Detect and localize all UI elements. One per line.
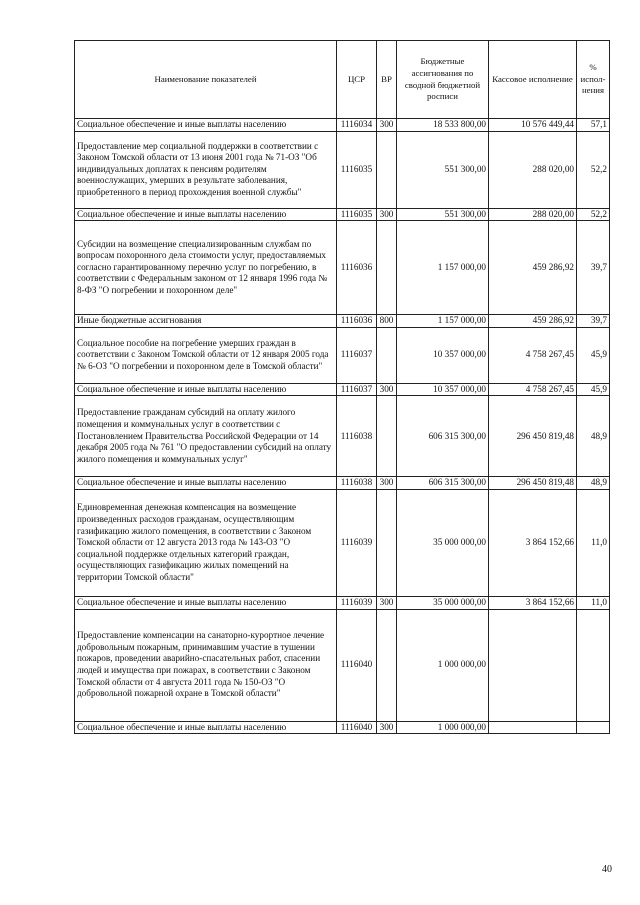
- row-pct: 45,9: [577, 327, 610, 383]
- table-row: [75, 489, 610, 596]
- row-pct: 11,0: [577, 489, 610, 596]
- table-row: [75, 315, 610, 328]
- row-vr: [377, 131, 397, 208]
- header-pct: % испол-нения: [577, 41, 610, 119]
- table-row: [75, 383, 610, 396]
- row-name: Социальное обеспечение и иные выплаты населению: [75, 477, 337, 490]
- row-exec: [489, 609, 577, 721]
- row-pct: 57,1: [577, 119, 610, 132]
- table-row: [75, 477, 610, 490]
- row-csr: 1116035: [337, 131, 377, 208]
- header-plan: Бюджетные ассигнования по сводной бюджетной росписи: [397, 41, 489, 119]
- header-csr: ЦСР: [337, 41, 377, 119]
- row-exec: 296 450 819,48: [489, 477, 577, 490]
- row-name: Социальное обеспечение и иные выплаты населению: [75, 383, 337, 396]
- header-vr: ВР: [377, 41, 397, 119]
- row-vr: 300: [377, 596, 397, 609]
- table-row: [75, 609, 610, 721]
- table-row: [75, 221, 610, 315]
- row-pct: 39,7: [577, 315, 610, 328]
- table-row: [75, 131, 610, 208]
- budget-table: [74, 40, 610, 734]
- row-exec: 288 020,00: [489, 208, 577, 221]
- row-vr: 300: [377, 383, 397, 396]
- row-exec: 4 758 267,45: [489, 383, 577, 396]
- row-name: Иные бюджетные ассигнования: [75, 315, 337, 328]
- row-plan: 1 157 000,00: [397, 315, 489, 328]
- row-name: Предоставление гражданам субсидий на оплату жилого помещения и коммунальных услуг в соответствии с Постановлением Правительства Российской Федерации от 14 декабря 2005 года № 761 "О предоставлении субсидий на оплату жилого помещения и коммунальных услуг": [75, 396, 337, 477]
- row-plan: 10 357 000,00: [397, 383, 489, 396]
- table-row: [75, 721, 610, 734]
- row-name: Предоставление мер социальной поддержки в соответствии с Законом Томской области от 13 июня 2001 года № 71-ОЗ "Об индивидуальных доплатах к пенсиям родителям военнослужащих, умерших в результате заболевания, приобретенного в период прохождения военной службы": [75, 131, 337, 208]
- row-exec: 459 286,92: [489, 315, 577, 328]
- row-csr: 1116036: [337, 221, 377, 315]
- row-exec: 296 450 819,48: [489, 396, 577, 477]
- row-exec: 4 758 267,45: [489, 327, 577, 383]
- row-pct: 11,0: [577, 596, 610, 609]
- row-exec: 459 286,92: [489, 221, 577, 315]
- header-exec: Кассовое исполнение: [489, 41, 577, 119]
- row-vr: [377, 327, 397, 383]
- row-vr: [377, 396, 397, 477]
- row-exec: 10 576 449,44: [489, 119, 577, 132]
- row-plan: 10 357 000,00: [397, 327, 489, 383]
- row-csr: 1116039: [337, 489, 377, 596]
- row-vr: [377, 609, 397, 721]
- row-plan: 18 533 800,00: [397, 119, 489, 132]
- row-csr: 1116039: [337, 596, 377, 609]
- row-vr: [377, 221, 397, 315]
- row-csr: 1116035: [337, 208, 377, 221]
- row-name: Социальное обеспечение и иные выплаты населению: [75, 208, 337, 221]
- row-pct: 52,2: [577, 131, 610, 208]
- header-name: Наименование показателей: [75, 41, 337, 119]
- row-vr: 300: [377, 208, 397, 221]
- row-pct: 48,9: [577, 396, 610, 477]
- row-csr: 1116040: [337, 721, 377, 734]
- row-pct: 45,9: [577, 383, 610, 396]
- table-row: [75, 396, 610, 477]
- row-exec: 3 864 152,66: [489, 596, 577, 609]
- row-name: Социальное обеспечение и иные выплаты населению: [75, 119, 337, 132]
- row-exec: 288 020,00: [489, 131, 577, 208]
- row-name: Субсидии на возмещение специализированным службам по вопросам похоронного дела стоимости услуг, предоставляемых согласно гарантированному перечню услуг по погребению, в соответствии с Федеральным законом от 12 января 1996 года № 8-ФЗ "О погребении и похоронном деле": [75, 221, 337, 315]
- row-exec: [489, 721, 577, 734]
- row-name: Единовременная денежная компенсация на возмещение произведенных расходов гражданам, осуществляющим газификацию жилого помещения, в соответствии с Законом Томской области от 12 августа 2013 года № 143-ОЗ "О социальной поддержке отдельных категорий граждан, осуществляющих газификацию жилых помещений на территории Томской области": [75, 489, 337, 596]
- row-vr: 300: [377, 477, 397, 490]
- row-plan: 1 157 000,00: [397, 221, 489, 315]
- table-row: [75, 208, 610, 221]
- table-header-row: [75, 41, 610, 119]
- row-plan: 551 300,00: [397, 208, 489, 221]
- row-name: Социальное обеспечение и иные выплаты населению: [75, 721, 337, 734]
- row-csr: 1116038: [337, 396, 377, 477]
- table-row: [75, 119, 610, 132]
- row-vr: 300: [377, 119, 397, 132]
- row-csr: 1116037: [337, 327, 377, 383]
- row-vr: 300: [377, 721, 397, 734]
- row-csr: 1116038: [337, 477, 377, 490]
- row-pct: [577, 609, 610, 721]
- row-pct: 48,9: [577, 477, 610, 490]
- row-csr: 1116040: [337, 609, 377, 721]
- row-plan: 606 315 300,00: [397, 396, 489, 477]
- row-name: Социальное пособие на погребение умерших граждан в соответствии с Законом Томской области от 12 января 2005 года № 6-ОЗ "О погребении и похоронном деле в Томской области": [75, 327, 337, 383]
- row-csr: 1116036: [337, 315, 377, 328]
- row-plan: 35 000 000,00: [397, 596, 489, 609]
- table-row: [75, 596, 610, 609]
- table-row: [75, 327, 610, 383]
- row-plan: 551 300,00: [397, 131, 489, 208]
- row-vr: [377, 489, 397, 596]
- row-pct: 39,7: [577, 221, 610, 315]
- row-vr: 800: [377, 315, 397, 328]
- row-name: Предоставление компенсации на санаторно-курортное лечение добровольным пожарным, принимавшим участие в тушении пожаров, проведении аварийно-спасательных работ, спасении людей и имущества при пожарах, в соответствии с Законом Томской области от 4 августа 2011 года № 150-ОЗ "О добровольной пожарной охране в Томской области": [75, 609, 337, 721]
- row-plan: 35 000 000,00: [397, 489, 489, 596]
- page-number: 40: [602, 864, 612, 875]
- row-pct: [577, 721, 610, 734]
- row-plan: 606 315 300,00: [397, 477, 489, 490]
- row-plan: 1 000 000,00: [397, 609, 489, 721]
- row-csr: 1116034: [337, 119, 377, 132]
- row-name: Социальное обеспечение и иные выплаты населению: [75, 596, 337, 609]
- row-pct: 52,2: [577, 208, 610, 221]
- row-plan: 1 000 000,00: [397, 721, 489, 734]
- row-csr: 1116037: [337, 383, 377, 396]
- row-exec: 3 864 152,66: [489, 489, 577, 596]
